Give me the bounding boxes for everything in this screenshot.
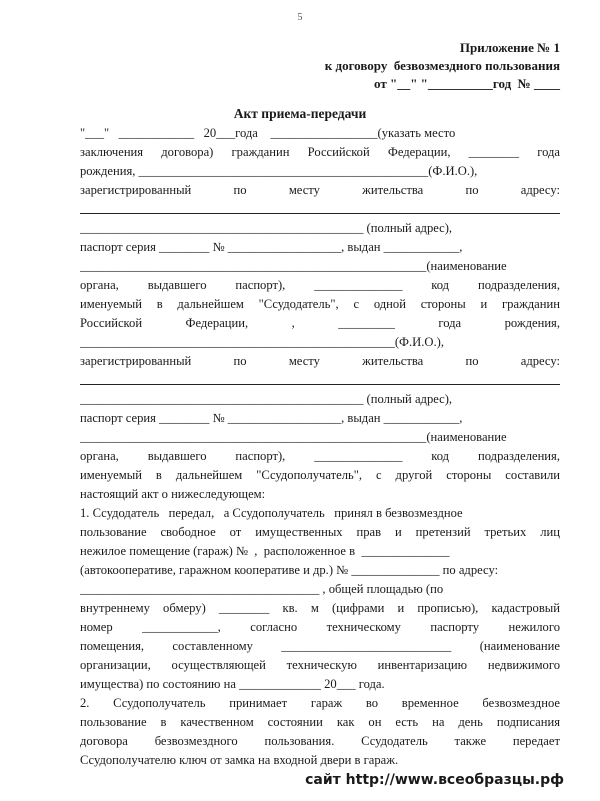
body-line: _____________________________________________ (полный адрес), [80,392,453,406]
section-2-line: 2. Ссудополучатель принимает гараж во временное безвозмездное [80,696,560,710]
body-line: органа, выдавшего паспорт), ______________ код подразделения, [80,278,560,292]
body-line: рождения, ______________________________________________(Ф.И.О.), [80,164,478,178]
body-line: зарегистрированный по месту жительства по адресу: [80,183,560,197]
appendix-number: Приложение № 1 [459,40,560,55]
page-number: 5 [297,12,303,23]
body-line: организации, осуществляющей техническую инвентаризацию недвижимого [80,658,560,672]
body-line: нежилое помещение (гараж) № , расположенное в ______________ [80,544,450,558]
appendix-contract-date: от "__" "__________год № ____ [374,76,560,91]
body-line: заключения договора) гражданин Российской Федерации, ________ года [80,145,560,159]
blank-fill-line [80,213,560,214]
section-1-line: 1. Ссудодатель передал, а Ссудополучатель принял в безвозмездное [80,506,463,520]
body-line: (автокооперативе, гаражном кооперативе и др.) № ______________ по адресу: [80,563,499,577]
body-line: паспорт серия ________ № __________________, выдан ____________, [80,411,463,425]
body-line: ______________________________________ , общей площадью (по [80,582,444,596]
body-line: пользование свободное от имущественных прав и претензий третьих лиц [80,525,560,539]
body-line: __________________________________________________(Ф.И.О.), [80,335,444,349]
body-line: имущества) по состоянию на _____________ 20___ года. [80,677,385,691]
body-line: помещения, составленному ___________________________ (наименование [80,639,560,653]
appendix-contract-ref: к договору безвозмездного пользования [324,58,560,73]
document-title: Акт приема-передачи [233,106,367,121]
body-line: внутреннему обмеру) ________ кв. м (цифрами и прописью), кадастровый [80,601,560,615]
body-line: именуемый в дальнейшем "Ссудополучатель", с другой стороны составили [80,468,560,482]
body-line: зарегистрированный по месту жительства по адресу: [80,354,560,368]
body-line: пользование в качественном состоянии как он есть на день подписания [80,715,560,729]
body-line: _______________________________________________________(наименование [80,259,507,273]
body-line: договора безвозмездного пользования. Ссудодатель также передает [80,734,560,748]
body-line: номер ____________, согласно техническому паспорту нежилого [80,620,560,634]
body-line: настоящий акт о нижеследующем: [80,487,266,501]
body-line: "___" ____________ 20___года _________________(указать место [80,126,456,140]
website-watermark: сайт http://www.всеобразцы.рф [305,772,564,788]
body-line: паспорт серия ________ № __________________, выдан ____________, [80,240,463,254]
body-line: Российской Федерации, , _________ года рождения, [80,316,560,330]
body-line: органа, выдавшего паспорт), ______________ код подразделения, [80,449,560,463]
body-line: именуемый в дальнейшем "Ссудодатель", с одной стороны и гражданин [80,297,560,311]
body-line: _____________________________________________ (полный адрес), [80,221,453,235]
body-line: _______________________________________________________(наименование [80,430,507,444]
blank-fill-line [80,384,560,385]
body-line: Ссудополучателю ключ от замка на входной двери в гараж. [80,753,399,767]
